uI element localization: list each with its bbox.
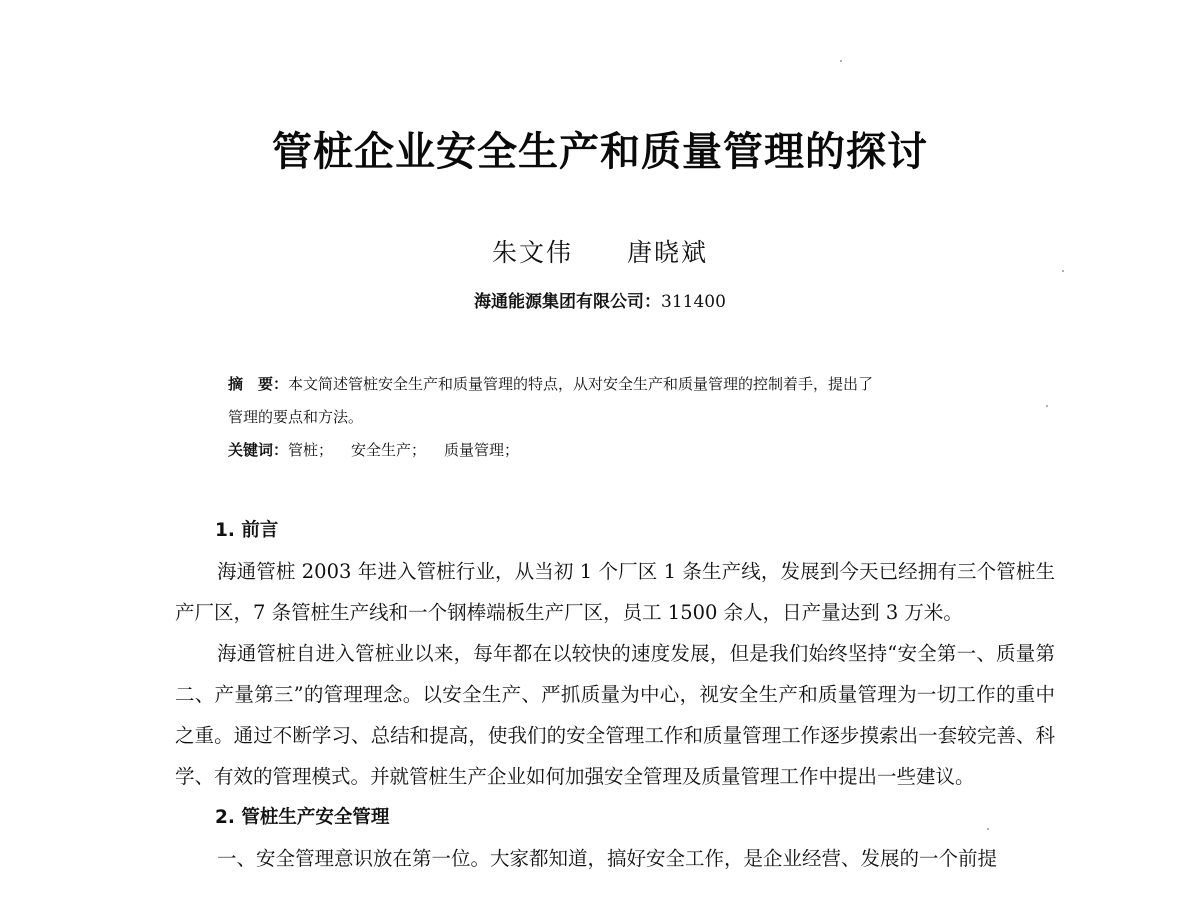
abstract-line — [228, 368, 1028, 401]
keyword: 安全生产； — [351, 441, 427, 459]
section-heading: 2. 管桩生产安全管理 — [215, 807, 390, 828]
abstract-block — [228, 368, 1028, 467]
paper-title: 管桩企业安全生产和质量管理的探讨 — [272, 129, 928, 175]
scan-speck — [840, 60, 842, 62]
section-heading: 1. 前言 — [215, 520, 279, 541]
abstract-text: 管理的要点和方法。 — [228, 408, 364, 426]
author-list — [0, 233, 1200, 269]
affiliation-name: 海通能源集团有限公司： — [474, 292, 662, 312]
keyword: 管桩； — [288, 441, 334, 459]
keywords-line — [228, 434, 1028, 467]
abstract-line — [228, 401, 1028, 434]
affiliation — [0, 287, 1200, 312]
body-paragraph: 海通管桩自进入管桩业以来，每年都在以较快的速度发展，但是我们始终坚持“安全第一、质量第二、产量第三”的管理理念。以安全生产、严抓质量为中心，视安全生产和质量管理为一切工作的重中之重。通过不断学习、总结和提高，使我们的安全管理工作和质量管理工作逐步摸索出一套较完善、科学、有效的管理模式。并就管桩生产企业如何加强安全管理及质量管理工作中提出一些建议。 — [175, 642, 1055, 788]
abstract-text: 本文简述管桩安全生产和质量管理的特点，从对安全生产和质量管理的控制着手，提出了 — [288, 375, 874, 393]
body-paragraph: 海通管桩 2003 年进入管桩行业，从当初 1 个厂区 1 条生产线，发展到今天已经拥有三个管桩生产厂区，7 条管桩生产线和一个钢棒端板生产厂区，员工 1500 余人，日产量达到 3 万米。 — [175, 560, 1055, 624]
author-name: 唐晓斌 — [626, 238, 708, 267]
keywords-label: 关键词： — [228, 441, 289, 459]
body-text — [175, 510, 1055, 879]
keyword: 质量管理； — [444, 441, 520, 459]
author-name: 朱文伟 — [492, 238, 574, 267]
scan-speck — [987, 828, 989, 830]
scan-speck — [1046, 405, 1048, 407]
affiliation-postcode: 311400 — [661, 292, 726, 312]
abstract-label: 摘 要： — [228, 375, 289, 393]
body-paragraph: 一、安全管理意识放在第一位。大家都知道，搞好安全工作，是企业经营、发展的一个前提 — [217, 847, 998, 870]
scan-speck — [1062, 270, 1064, 272]
